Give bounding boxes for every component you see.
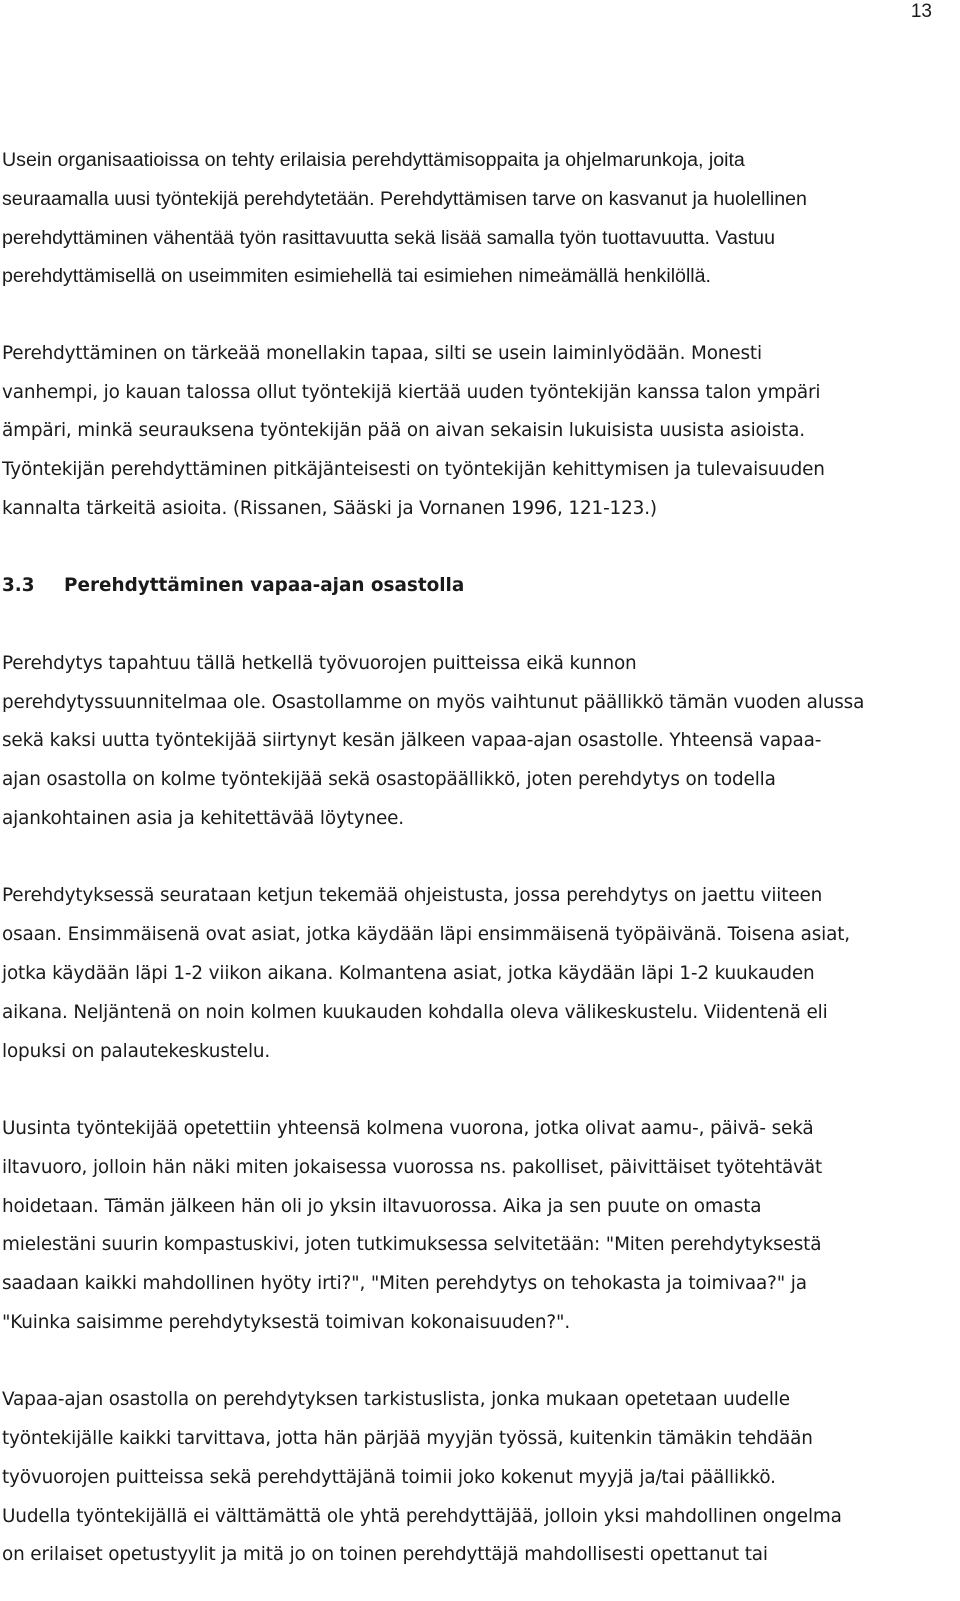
text-line: perehdyttäminen vähentää työn rasittavuutta sekä lisää samalla työn tuottavuutta. Vastuu (2, 226, 775, 249)
text-line: iltavuoro, jolloin hän näki miten jokaisessa vuorossa ns. pakolliset, päivittäiset työtehtävät (2, 1156, 823, 1178)
paragraph-gap (2, 839, 952, 878)
paragraph-training (2, 1110, 952, 1343)
text-line: vanhempi, jo kauan talossa ollut työntekijä kiertää uuden työntekijän kanssa talon ympäri (2, 381, 821, 403)
paragraph-gap (2, 606, 952, 645)
text-line: Uusinta työntekijää opetettiin yhteensä kolmena vuorona, jotka olivat aamu-, päivä- sekä (2, 1117, 814, 1139)
text-line: ajankohtainen asia ja kehitettävää löytynee. (2, 807, 404, 829)
text-line: seuraamalla uusi työntekijä perehdytetään. Perehdyttämisen tarve on kasvanut ja huolellinen (2, 187, 807, 210)
text-line: Perehdytys tapahtuu tällä hetkellä työvuorojen puitteissa eikä kunnon (2, 652, 637, 674)
paragraph-current-state (2, 645, 952, 839)
text-line: saadaan kaikki mahdollinen hyöty irti?", "Miten perehdytys on tehokasta ja toimivaa?" ja (2, 1273, 807, 1295)
document-body (2, 141, 952, 1575)
text-line: hoidetaan. Tämän jälkeen hän oli jo yksin iltavuorossa. Aika ja sen puute on omasta (2, 1195, 762, 1217)
paragraph-gap (2, 296, 952, 335)
paragraph-phases (2, 877, 952, 1071)
paragraph-gap (2, 529, 952, 568)
text-line: työntekijälle kaikki tarvittava, jotta hän pärjää myyjän työssä, kuitenkin tämäkin tehdään (2, 1428, 813, 1450)
text-line: Työntekijän perehdyttäminen pitkäjänteisesti on työntekijän kehittymisen ja tulevaisuuden (2, 459, 825, 481)
text-line: sekä kaksi uutta työntekijää siirtynyt kesän jälkeen vapaa-ajan osastolle. Yhteensä vapaa- (2, 730, 822, 752)
text-line: Uudella työntekijällä ei välttämättä ole yhtä perehdyttäjää, jolloin yksi mahdollinen ongelma (2, 1505, 842, 1527)
text-line: lopuksi on palautekeskustelu. (2, 1040, 271, 1062)
text-line: Perehdytyksessä seurataan ketjun tekemää ohjeistusta, jossa perehdytys on jaettu viiteen (2, 885, 823, 907)
paragraph-intro (2, 141, 952, 296)
text-line: työvuorojen puitteissa sekä perehdyttäjänä toimii joko kokenut myyjä ja/tai päällikkö. (2, 1466, 776, 1488)
text-line: Vapaa-ajan osastolla on perehdytyksen tarkistuslista, jonka mukaan opetetaan uudelle (2, 1389, 790, 1411)
paragraph-gap (2, 1071, 952, 1110)
text-line: Usein organisaatioissa on tehty erilaisia perehdyttämisoppaita ja ohjelmarunkoja, joita (2, 149, 745, 171)
section-number: 3.3 (2, 575, 35, 597)
section-heading (2, 567, 952, 606)
section-title: Perehdyttäminen vapaa-ajan osastolla (64, 575, 465, 597)
text-line: kannalta tärkeitä asioita. (Rissanen, Sääski ja Vornanen 1996, 121-123.) (2, 497, 657, 519)
text-line: Perehdyttäminen on tärkeää monellakin tapaa, silti se usein laiminlyödään. Monesti (2, 342, 762, 364)
text-line: perehdytyssuunnitelmaa ole. Osastollamme on myös vaihtunut päällikkö tämän vuoden alussa (2, 691, 865, 713)
text-line: "Kuinka saisimme perehdytyksestä toimivan kokonaisuuden?". (2, 1311, 571, 1333)
text-line: mielestäni suurin kompastuskivi, joten tutkimuksessa selvitetään: "Miten perehdytyksestä (2, 1234, 822, 1256)
text-line: ajan osastolla on kolme työntekijää sekä osastopäällikkö, joten perehdytys on todella (2, 769, 776, 791)
text-line: on erilaiset opetustyylit ja mitä jo on toinen perehdyttäjä mahdollisesti opettanut tai (2, 1544, 768, 1566)
text-line: ämpäri, minkä seurauksena työntekijän pää on aivan sekaisin lukuisista uusista asioista. (2, 420, 805, 442)
text-line: aikana. Neljäntenä on noin kolmen kuukauden kohdalla oleva välikeskustelu. Viidentenä eli (2, 1001, 828, 1023)
page-number: 13 (910, 1, 932, 22)
paragraph-importance (2, 335, 952, 529)
paragraph-gap (2, 1343, 952, 1382)
text-line: osaan. Ensimmäisenä ovat asiat, jotka käydään läpi ensimmäisenä työpäivänä. Toisena asiat, (2, 924, 851, 946)
text-line: perehdyttämisellä on useimmiten esimiehellä tai esimiehen nimeämällä henkilöllä. (2, 265, 711, 288)
paragraph-checklist (2, 1381, 952, 1575)
text-line: jotka käydään läpi 1-2 viikon aikana. Kolmantena asiat, jotka käydään läpi 1-2 kuukauden (2, 962, 815, 984)
